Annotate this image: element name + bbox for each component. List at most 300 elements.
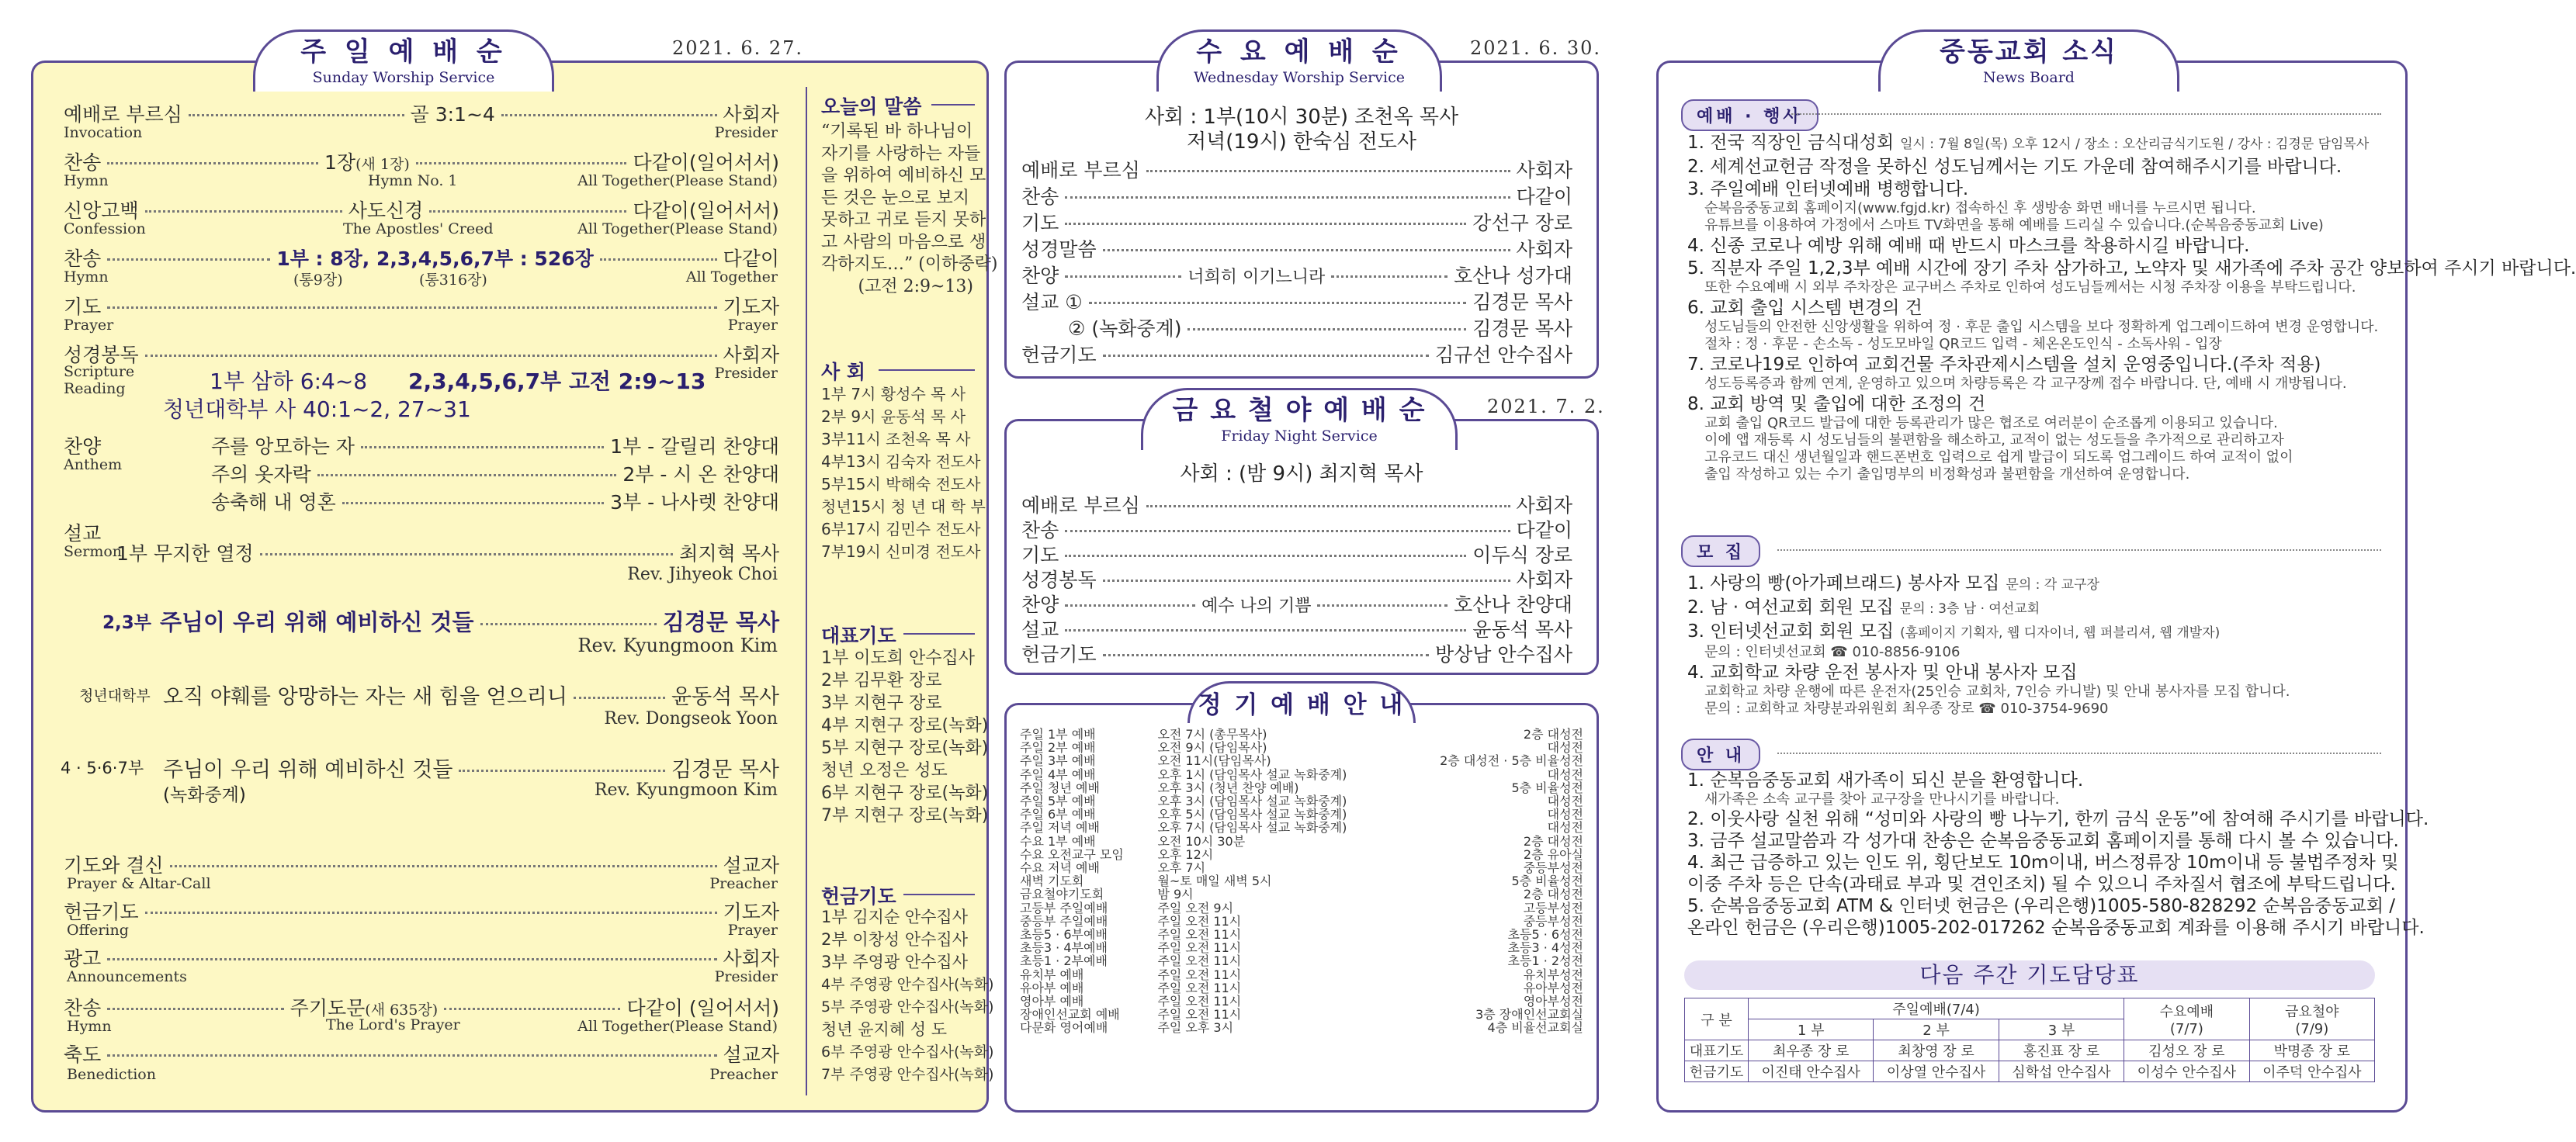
prayer-cell: 박명종 장 로	[2249, 1040, 2374, 1061]
fri-row-label: 성경봉독	[1021, 569, 1097, 591]
altar-call-leader-en: Preacher	[709, 875, 778, 892]
word-line: 고 사람의 마음으로 생	[821, 232, 986, 252]
news-item-heading	[1687, 297, 2576, 319]
offering-prayer-item: 청년 윤지혜 성 도	[821, 1020, 948, 1039]
sermon-3	[163, 680, 779, 710]
schedule-time: 오전 10시 30분	[1157, 833, 1246, 849]
hymn1-leader-en: All Together(Please Stand)	[577, 172, 778, 189]
hymn1-leader: 다같이(일어서서)	[633, 151, 780, 174]
schedule-service: 중등부 주일예배	[1020, 913, 1108, 929]
schedule-place: 대성전	[1547, 767, 1583, 782]
rep-prayer-item: 5부 지현구 장로(녹화)	[821, 739, 989, 758]
sermon-2-preacher: 김경문 목사	[662, 609, 779, 635]
word-line: 든 것은 눈으로 보지	[821, 188, 969, 208]
confession-label: 신앙고백	[64, 199, 139, 222]
schedule-service: 초등5 · 6부예배	[1020, 927, 1108, 943]
sermon-4-preacher: 김경문 목사	[671, 758, 779, 782]
offering-prayer-item: 2부 이창성 안수집사	[821, 930, 968, 949]
news-item-heading-text: 3. 인터넷선교회 회원 모집	[1687, 621, 1895, 642]
news-item	[1687, 258, 2576, 296]
hymn3-title: 주기도문	[289, 997, 366, 1019]
rep-prayer-item: 4부 지현구 장로(녹화)	[821, 716, 989, 735]
prayer-cell: 홍진표 장 로	[1999, 1040, 2124, 1061]
wednesday-subtitle: Wednesday Worship Service	[1194, 69, 1405, 86]
schedule-time: 오후 1시 (담임목사 설교 녹화중계)	[1157, 767, 1347, 782]
sunday-title: 주 일 예 배 순	[300, 36, 507, 67]
prayer-h-part: 1 부	[1749, 1019, 1874, 1040]
anthem-2-choir: 2부 - 시 온 찬양대	[622, 463, 779, 486]
schedule-service: 주일 청년 예배	[1020, 780, 1100, 795]
prayer-h-part: 2 부	[1874, 1019, 1999, 1040]
news-item-heading	[1687, 132, 2576, 155]
news-item-heading	[1687, 874, 2429, 895]
schedule-row	[1017, 821, 1586, 834]
wed-row-leader: 김경문 목사	[1472, 291, 1572, 313]
schedule-place: 2층 대성전	[1523, 887, 1583, 902]
wednesday-title-tab	[1156, 29, 1442, 92]
rep-prayer-list	[821, 647, 988, 827]
wed-row-label: ② (녹화중계)	[1068, 317, 1182, 340]
wed-row	[1021, 234, 1572, 262]
schedule-service: 초등1 · 2부예배	[1020, 953, 1108, 969]
news-item	[1687, 393, 2576, 483]
schedule-row	[1017, 861, 1586, 874]
offering-label: 헌금기도	[64, 901, 139, 923]
hymn2-leader: 다같이	[723, 247, 779, 270]
sermon-3-parts: 청년대학부	[79, 687, 151, 704]
news-item-inline-detail: 문의 : 3층 남 · 여선교회	[1899, 601, 2040, 617]
news-item	[1687, 573, 2290, 596]
news-item-heading-text: 5. 직분자 주일 1,2,3부 예배 시간에 장기 주차 삼가하고, 노약자 및 새가족에 주차 공간 양보하여 주시기 바랍니다.	[1687, 258, 2576, 279]
invocation-text: 골 3:1~4	[410, 103, 495, 126]
anthem-3-choir: 3부 - 나사렛 찬양대	[610, 491, 779, 514]
news-item-heading-text: 6. 교회 출입 시스템 변경의 건	[1687, 298, 1922, 318]
fri-row-label: 찬송	[1021, 519, 1059, 542]
schedule-time: 오후 3시 (담임목사 설교 녹화중계)	[1157, 794, 1347, 809]
news-item-heading	[1687, 354, 2576, 375]
rep-prayer-item: 1부 이도희 안수집사	[821, 649, 975, 668]
news-item	[1687, 621, 2290, 661]
fri-row-label: 예배로 부르심	[1021, 494, 1140, 517]
todays-word-body	[821, 121, 997, 298]
schedule-title: 정 기 예 배 안 내	[1198, 691, 1406, 719]
benediction-label: 축도	[64, 1043, 102, 1066]
news-item-heading	[1687, 852, 2429, 874]
sermon-4	[163, 753, 779, 783]
fri-row-label: 설교	[1021, 618, 1059, 641]
schedule-time: 주일 오전 9시	[1157, 900, 1234, 915]
prayer-row-offering	[1685, 1061, 2375, 1082]
hymn2-label: 찬송	[64, 247, 102, 270]
news-item-detail: 성도님들의 안전한 신앙생활을 위하여 정 · 후문 출입 시스템을 보다 정확하게 업그레이드하여 변경 운영합니다.	[1704, 319, 2379, 335]
invocation-leader: 사회자	[723, 103, 779, 126]
hymn3-label: 찬송	[64, 997, 102, 1019]
confession-text: 사도신경	[348, 199, 424, 222]
news-item-heading	[1687, 178, 2576, 200]
news-item	[1687, 297, 2576, 353]
news-item	[1687, 852, 2429, 874]
fri-row-leader: 윤동석 목사	[1472, 618, 1572, 641]
offering-prayer-rule	[903, 894, 975, 895]
news-item-heading-text: 3. 주일예배 인터넷예배 병행합니다.	[1687, 179, 1969, 199]
anthem-label: 찬양	[64, 435, 102, 458]
wed-row-leader: 사회자	[1516, 238, 1572, 261]
invocation-leader-en: Presider	[714, 124, 778, 141]
schedule-place: 2층 대성전 · 5층 비율성전	[1440, 753, 1583, 769]
news-item	[1687, 917, 2429, 939]
schedule-time: 주일 오후 3시	[1157, 1020, 1234, 1036]
sermon-4-preacher-en: Rev. Kyungmoon Kim	[594, 780, 778, 800]
news-item-heading-text: 1. 사랑의 빵(아가페브래드) 봉사자 모집	[1687, 573, 2000, 593]
news-item-detail: 또한 수요예배 시 외부 주차장은 교구버스 주차로 인하여 성도님들께서는 시청 주차장 이용을 부탁드립니다.	[1704, 279, 2356, 296]
word-line: (고전 2:9~13)	[858, 276, 973, 296]
fri-row-leader: 사회자	[1516, 494, 1572, 517]
confession-leader-en: All Together(Please Stand)	[577, 220, 778, 237]
schedule-service: 영아부 예배	[1020, 994, 1084, 1009]
news-item-detail: 성도등록증과 함께 연계, 운영하고 있으며 차량등록은 각 교구장께 접수 바랍니다. 단, 예배 시 개방됩니다.	[1704, 375, 2347, 392]
wed-row	[1068, 313, 1572, 341]
schedule-row	[1017, 888, 1586, 901]
news-tag-recruit-rule	[1777, 549, 2381, 551]
schedule-place: 5층 비율성전	[1511, 874, 1583, 889]
hymn3-en: Hymn	[67, 1018, 112, 1035]
news-item	[1687, 830, 2429, 852]
wed-row-label: 성경말씀	[1021, 238, 1097, 261]
sermon-label: 설교	[64, 522, 102, 545]
confession-text-en: The Apostles' Creed	[343, 220, 494, 237]
prayer-row-representative	[1685, 1040, 2375, 1061]
offering-leader-en: Prayer	[727, 922, 778, 939]
prayer-row-label: 헌금기도	[1685, 1061, 1749, 1082]
sermon-1-preacher-en: Rev. Jihyeok Choi	[627, 565, 778, 584]
news-item	[1687, 770, 2429, 808]
order-benediction	[64, 1040, 779, 1068]
news-item-detail: 이에 앱 재등록 시 성도님들의 불편함을 해소하고, 교적이 없는 성도들을 추가적으로 관리하고자	[1704, 432, 2284, 448]
prayer-leader: 기도자	[723, 296, 779, 318]
news-item	[1687, 597, 2290, 620]
wednesday-host-2: 저녁(19시) 한숙심 전도사	[1187, 130, 1416, 154]
sermon-en: Sermon	[64, 543, 123, 560]
fri-row-leader: 사회자	[1516, 569, 1572, 591]
prayer-h-sunday: 주일예배(7/4)	[1749, 998, 2124, 1019]
offering-prayer-title: 헌금기도	[821, 885, 896, 908]
anthem-item-1	[211, 431, 779, 459]
wed-row-leader: 호산나 성가대	[1454, 265, 1572, 287]
sermon-2-title: 주님이 우리 위해 예비하신 것들	[160, 609, 474, 635]
sermon-4-title: 주님이 우리 위해 예비하신 것들	[163, 758, 453, 782]
wed-row-leader: 강선구 장로	[1472, 212, 1572, 234]
wed-row-label: 헌금기도	[1021, 344, 1097, 366]
news-item-inline-detail: (홈페이지 기획자, 웹 디자이너, 웹 퍼블리셔, 웹 개발자)	[1900, 625, 2221, 641]
schedule-service: 새벽 기도회	[1020, 874, 1084, 889]
scripture-en-2: Reading	[64, 380, 126, 397]
hymn2-numbers: 1부 : 8장, 2,3,4,5,6,7부 : 526장	[276, 247, 594, 270]
wed-row-leader: 김경문 목사	[1472, 317, 1572, 340]
schedule-time: 주일 오전 11시	[1157, 940, 1242, 956]
host-title: 사 회	[821, 361, 866, 383]
rep-prayer-item: 3부 지현구 장로	[821, 694, 942, 713]
news-subtitle: News Board	[1983, 69, 2075, 86]
announcements-leader: 사회자	[723, 947, 779, 970]
news-item-heading	[1687, 770, 2429, 791]
news-item-detail: 출입 작성하고 있는 수기 출입명부의 비정확성과 불편함을 개선하여 운영합니다.	[1704, 466, 2190, 483]
schedule-place: 대성전	[1547, 794, 1583, 809]
schedule-service: 주일 4부 예배	[1020, 767, 1096, 782]
fri-row-title: 예수 나의 기쁨	[1201, 597, 1312, 616]
schedule-time: 오후 7시 (담임목사 설교 녹화중계)	[1157, 820, 1347, 836]
scripture-youth: 청년대학부 사 40:1~2, 27~31	[163, 396, 471, 422]
prayer-h-part: 3 부	[1999, 1019, 2124, 1040]
prayer-cell: 이주덕 안수집사	[2249, 1061, 2374, 1082]
hymn2-leader-en: All Together	[685, 268, 778, 286]
news-tag-guide: 안 내	[1681, 739, 1760, 770]
sermon-2-parts: 2,3부	[102, 613, 151, 633]
news-tag-guide-rule	[1777, 753, 2381, 754]
news-item-heading-text: 온라인 헌금은 (우리은행)1005-202-017262 순복음중동교회 계좌를 이용해 주시기 바랍니다.	[1687, 918, 2425, 938]
wed-row-label: 기도	[1021, 212, 1059, 234]
sunday-date: 2021. 6. 27.	[672, 37, 804, 59]
schedule-service: 수요 오전교구 모임	[1020, 846, 1124, 862]
altar-call-leader: 설교자	[723, 854, 779, 877]
scripture-leader: 사회자	[723, 344, 779, 366]
schedule-row	[1017, 754, 1586, 767]
schedule-place: 5층 비율성전	[1511, 780, 1583, 795]
schedule-service: 주일 1부 예배	[1020, 727, 1096, 742]
anthem-en: Anthem	[64, 456, 123, 473]
prayer-leader-en: Prayer	[727, 317, 778, 334]
schedule-service: 초등3 · 4부예배	[1020, 940, 1108, 956]
schedule-row	[1017, 741, 1586, 754]
anthem-item-3	[211, 487, 779, 515]
anthem-3-title: 송축해 내 영혼	[211, 491, 336, 514]
word-line: 못하고 귀로 듣지 못하	[821, 210, 986, 230]
news-item-heading	[1687, 621, 2290, 644]
news-item-heading	[1687, 917, 2429, 939]
news-item-detail: 교회 출입 QR코드 발급에 대한 등록관리가 많은 협조로 여러분이 순조롭게 이용되고 있습니다.	[1704, 415, 2278, 431]
prayer-h-fri	[2249, 998, 2374, 1040]
schedule-row	[1017, 794, 1586, 808]
prayer-h-wed	[2124, 998, 2249, 1040]
news-item-heading-text: 1. 전국 직장인 금식대성회	[1687, 133, 1895, 153]
offering-prayer-item: 6부 주영광 안수집사(녹화)	[821, 1043, 994, 1061]
schedule-service: 수요 1부 예배	[1020, 833, 1096, 849]
host-item: 2부 9시 윤동석 목 사	[821, 407, 966, 426]
fri-row-leader: 이두식 장로	[1472, 544, 1572, 566]
wed-row	[1021, 155, 1572, 183]
wednesday-date: 2021. 6. 30.	[1470, 37, 1602, 59]
hymn1-number-en: Hymn No. 1	[368, 172, 458, 189]
hymn1-number: 1장	[324, 151, 356, 174]
host-list	[821, 383, 986, 563]
sunday-title-tab	[253, 29, 554, 92]
schedule-place: 초등5 · 6성전	[1507, 927, 1583, 943]
schedule-service: 주일 2부 예배	[1020, 740, 1096, 756]
schedule-row	[1017, 1008, 1586, 1021]
schedule-service: 장애인선교회 예배	[1020, 1007, 1120, 1023]
prayer-label: 기도	[64, 296, 102, 318]
benediction-leader-en: Preacher	[709, 1066, 778, 1083]
news-item-detail: 순복음중동교회 홈페이지(www.fgjd.kr) 접속하신 후 생방송 화면 배너를 누르시면 됩니다.	[1704, 200, 2256, 216]
schedule-title-tab	[1187, 681, 1416, 723]
wednesday-host-1: 사회 : 1부(10시 30분) 조천옥 목사	[1144, 106, 1459, 129]
wed-row-leader: 김규선 안수집사	[1435, 344, 1572, 366]
prayer-cell: 심학섭 안수집사	[1999, 1061, 2124, 1082]
schedule-service: 주일 6부 예배	[1020, 807, 1096, 822]
fri-row	[1021, 565, 1572, 593]
news-item-heading	[1687, 597, 2290, 620]
prayer-table	[1684, 998, 2375, 1082]
fri-row	[1021, 614, 1572, 642]
host-item: 청년15시 청 년 대 학 부	[821, 497, 986, 516]
announcements-label: 광고	[64, 947, 102, 970]
fri-row	[1021, 639, 1572, 667]
schedule-place: 2층 유아실	[1523, 846, 1583, 862]
fri-row-leader: 다같이	[1516, 519, 1572, 542]
invocation-label: 예배로 부르심	[64, 103, 182, 126]
schedule-service: 유치부 예배	[1020, 967, 1084, 982]
rep-prayer-title: 대표기도	[821, 625, 896, 647]
scripture-leader-en: Presider	[714, 365, 778, 382]
schedule-place: 초등1 · 2성전	[1507, 953, 1583, 969]
schedule-service: 주일 저녁 예배	[1020, 820, 1100, 836]
news-item-heading-text: 5. 순복음중동교회 ATM & 인터넷 헌금은 (우리은행)1005-580-828292 순복음중동교회 /	[1687, 896, 2395, 916]
offering-prayer-item: 3부 주영광 안수집사	[821, 953, 968, 971]
news-item-heading-text: 4. 신종 코로나 예방 위해 예배 때 반드시 마스크를 착용하시길 바랍니다.	[1687, 236, 2250, 256]
news-item-heading	[1687, 830, 2429, 852]
news-tag-events-rule	[1791, 113, 2381, 115]
news-item-detail: 문의 : 교회학교 차량분과위원회 최우종 장로 ☎ 010-3754-9690	[1704, 701, 2109, 717]
fri-row	[1021, 490, 1572, 518]
hymn3-number: (새 635장)	[365, 1002, 439, 1019]
news-item-heading-text: 4. 최근 급증하고 있는 인도 위, 횡단보도 10m이내, 버스정류장 10m이내 등 불법주정차 및	[1687, 853, 2399, 873]
prayer-cell: 이상열 안수집사	[1874, 1061, 1999, 1082]
news-item-heading	[1687, 393, 2576, 415]
prayer-h-fri-date: (7/9)	[2295, 1021, 2329, 1037]
fri-row-label: 찬양	[1021, 593, 1059, 616]
wed-row	[1021, 182, 1572, 209]
todays-word-rule	[931, 104, 975, 106]
schedule-place: 초등3 · 4성전	[1507, 940, 1583, 956]
schedule-row	[1017, 928, 1586, 941]
prayer-h-wed-date: (7/7)	[2169, 1021, 2203, 1037]
anthem-1-title: 주를 앙모하는 자	[211, 435, 355, 458]
host-rule	[879, 369, 975, 371]
schedule-time: 주일 오전 11시	[1157, 967, 1242, 982]
wed-row-label: 찬송	[1021, 185, 1059, 208]
altar-call-en: Prayer & Altar-Call	[67, 875, 211, 892]
news-item-heading-text: 1. 순복음중동교회 새가족이 되신 분을 환영합니다.	[1687, 770, 2084, 791]
wed-row-leader: 다같이	[1516, 185, 1572, 208]
sermon-2-preacher-en: Rev. Kyungmoon Kim	[577, 635, 778, 656]
order-confession	[64, 196, 779, 223]
order-hymn-1	[64, 147, 779, 175]
schedule-time: 주일 오전 11시	[1157, 953, 1242, 969]
sermon-2	[160, 605, 779, 637]
wed-row-leader: 사회자	[1516, 159, 1572, 182]
schedule-service: 주일 5부 예배	[1020, 794, 1096, 809]
anthem-item-2	[211, 459, 779, 487]
schedule-place: 3층 장애인선교회실	[1475, 1007, 1583, 1023]
news-item-heading	[1687, 662, 2290, 683]
scripture-en-1: Scripture	[64, 363, 135, 380]
news-item-inline-detail: 일시 : 7월 8일(목) 오후 12시 / 장소 : 오산리금식기도원 / 강사 : 김경문 담임목사	[1900, 137, 2370, 152]
prayer-h-section: 구 분	[1685, 998, 1749, 1040]
news-recruit-list	[1687, 573, 2290, 718]
invocation-en: Invocation	[64, 124, 143, 141]
schedule-place: 유치부성전	[1523, 967, 1583, 982]
order-hymn-2	[64, 244, 779, 272]
schedule-place: 대성전	[1547, 740, 1583, 756]
sermon-4-parts: 4 · 5·6·7부	[61, 759, 144, 777]
sunday-divider	[806, 87, 807, 1095]
fri-row-label: 헌금기도	[1021, 643, 1097, 666]
schedule-place: 2층 대성전	[1523, 727, 1583, 742]
announcements-leader-en: Presider	[714, 968, 778, 985]
schedule-service: 고등부 주일예배	[1020, 900, 1108, 915]
schedule-time: 주일 오전 11시	[1157, 927, 1242, 943]
news-item	[1687, 156, 2576, 178]
prayer-row-label: 대표기도	[1685, 1040, 1749, 1061]
offering-prayer-item: 1부 김지순 안수집사	[821, 908, 968, 926]
news-item-heading-text: 3. 금주 설교말씀과 각 성가대 찬송은 순복음중동교회 홈페이지를 통해 다시 볼 수 있습니다.	[1687, 831, 2399, 851]
wed-row-label: 찬양	[1021, 265, 1059, 287]
schedule-row	[1017, 781, 1586, 794]
fri-row	[1021, 540, 1572, 568]
sunday-subtitle: Sunday Worship Service	[312, 69, 495, 86]
wednesday-title: 수 요 예 배 순	[1196, 36, 1402, 67]
schedule-row	[1017, 954, 1586, 967]
news-tag-recruit: 모 집	[1681, 535, 1760, 567]
news-item-heading-text: 이중 주차 등은 단속(과태료 부과 및 견인조치) 될 수 있으니 주차질서 협조에 부탁드립니다.	[1687, 874, 2396, 895]
sermon-1	[116, 538, 779, 566]
host-item: 1부 7시 황성수 목 사	[821, 385, 966, 403]
wed-row	[1021, 208, 1572, 236]
news-item	[1687, 354, 2576, 393]
schedule-row	[1017, 768, 1586, 781]
news-item	[1687, 808, 2429, 830]
host-item: 5부15시 박해숙 전도사	[821, 475, 981, 493]
fri-row-leader: 호산나 찬양대	[1454, 593, 1573, 616]
prayer-cell: 김성오 장 로	[2124, 1040, 2249, 1061]
news-events-list	[1687, 132, 2576, 484]
wed-row-title: 너희히 이기느니라	[1187, 268, 1326, 287]
schedule-row	[1017, 941, 1586, 954]
scripture-2nd-7th: 2,3,4,5,6,7부 고전 2:9~13	[408, 369, 706, 394]
news-title-tab	[1878, 29, 2179, 92]
word-line: “기록된 바 하나님이	[821, 122, 973, 141]
order-prayer	[64, 292, 779, 320]
schedule-row	[1017, 981, 1586, 995]
hymn2-old-number-2: (통316장)	[419, 272, 487, 289]
schedule-time: 오후 5시 (담임목사 설교 녹화중계)	[1157, 807, 1347, 822]
schedule-time: 오전 9시 (담임목사)	[1157, 740, 1267, 756]
offering-prayer-item: 5부 주영광 안수집사(녹화)	[821, 998, 994, 1016]
schedule-row	[1017, 915, 1586, 928]
wed-row-label: 설교 ①	[1021, 291, 1083, 313]
news-item-heading-text: 4. 교회학교 차량 운전 봉사자 및 안내 봉사자 모집	[1687, 663, 2078, 683]
schedule-row	[1017, 728, 1586, 741]
news-item-detail: 새가족은 소속 교구를 찾아 교구장을 만나시기를 바랍니다.	[1704, 791, 2060, 808]
news-tag-events: 예배 · 행사	[1681, 99, 1818, 131]
news-item-inline-detail: 문의 : 각 교구장	[2006, 577, 2099, 593]
news-item-detail: 절차 : 정 · 후문 - 손소독 - 성도모바일 QR코드 입력 - 체온온도인식 - 소독사워 - 입장	[1704, 336, 2222, 352]
schedule-row	[1017, 835, 1586, 848]
order-offering	[64, 897, 779, 925]
prayer-cell: 최우종 장 로	[1749, 1040, 1874, 1061]
order-altar-call	[64, 850, 779, 878]
confession-en: Confession	[64, 220, 146, 237]
scripture-1st: 1부 삼하 6:4~8	[210, 369, 368, 394]
